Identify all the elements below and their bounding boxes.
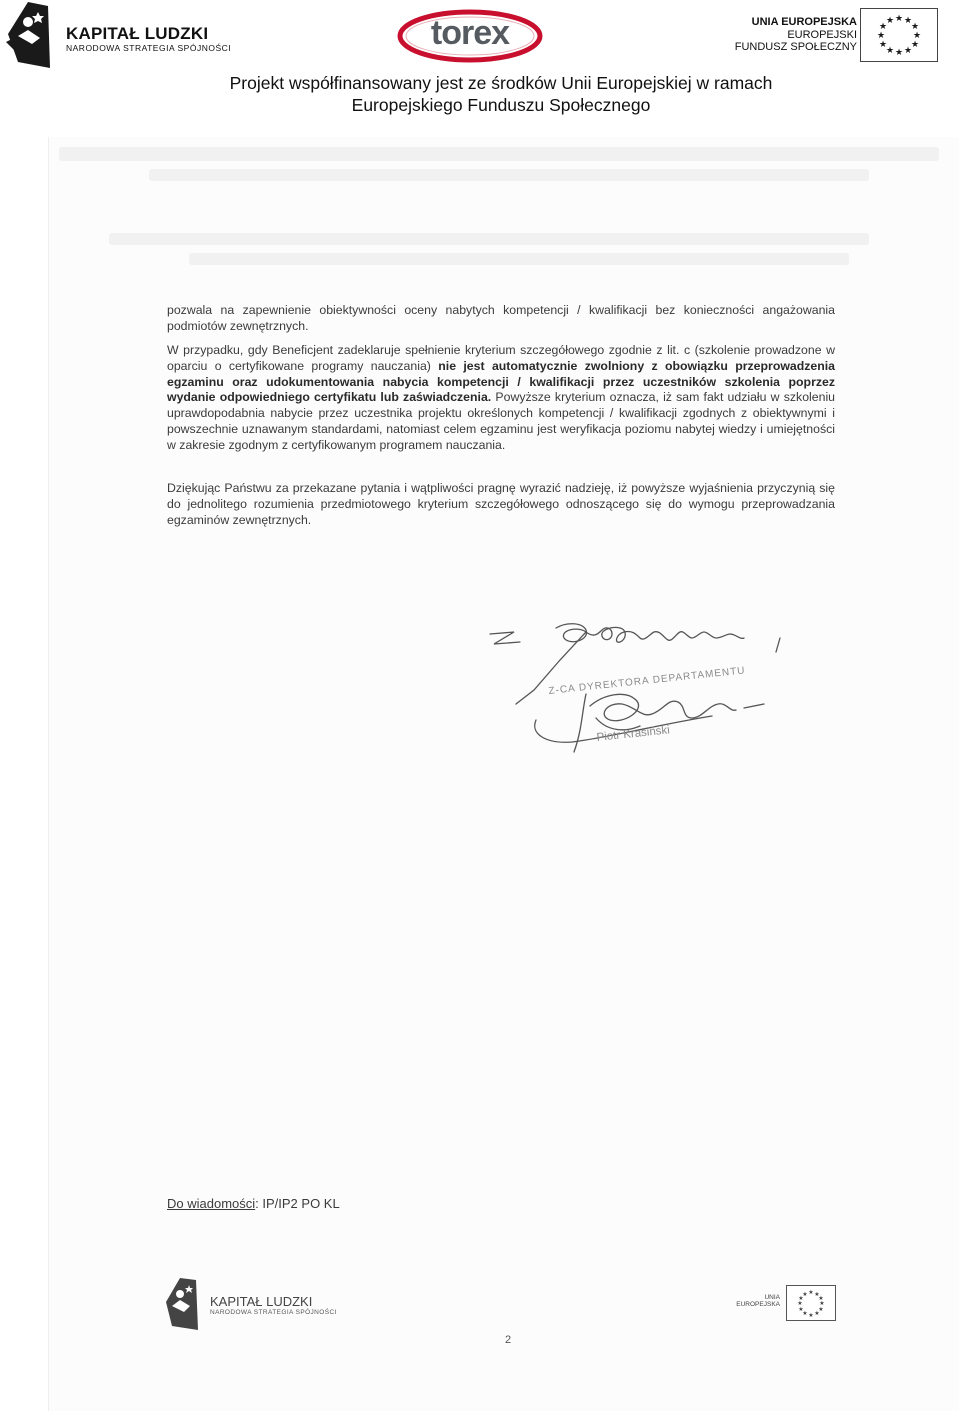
svg-text:★: ★ [878, 22, 888, 32]
letter-paragraph-2 [167, 343, 835, 454]
paragraph-text: Dziękując Państwu za przekazane pytania i wątpliwości pragnę wyrazić nadzieję, iż powyższe wyjaśnienia przyczynią się do jednolitego rozumienia przedmiotowego kryterium szczegółowego odnoszącego się do wymogu przeprowadzania egzaminów zewnętrznych. [167, 481, 835, 527]
svg-text:★: ★ [798, 1295, 804, 1302]
signature-block [486, 620, 786, 770]
paragraph-text [167, 343, 835, 454]
letter-paragraph-1 [167, 303, 835, 335]
svg-text:★: ★ [802, 1310, 808, 1317]
eu-esf-logo [735, 8, 945, 64]
svg-text:★: ★ [818, 1306, 824, 1313]
torex-logo [396, 8, 544, 64]
footer-kapital-ludzki-emblem-icon [162, 1276, 202, 1332]
svg-text:★: ★ [819, 1300, 825, 1307]
footer-eu-flag-icon [786, 1285, 836, 1321]
svg-text:★: ★ [894, 48, 904, 58]
cofinancing-line-1: Projekt współfinansowany jest ze środków Unii Europejskiej w ramach [229, 73, 773, 93]
paragraph-part: Powyższe kryterium oznacza, iż sam fakt udziału w szkoleniu uprawdopodabnia nabycie przez uczestnika projektu określonych kompetencji / kwalifikacji zgodnych z obiektywnymi i powszechnie uznawanym standardami, natomiast celem egzaminu jest weryfikacja poziomu nabytej wiedzy i umiejętności w zakresie zgodnym z certyfikowanym programem nauczania. [167, 390, 836, 452]
svg-text:★: ★ [814, 1310, 820, 1317]
eu-line-1: UNIA EUROPEJSKA [751, 16, 857, 28]
eu-line-3: FUNDUSZ SPOŁECZNY [734, 41, 857, 53]
svg-text:★: ★ [894, 14, 904, 24]
svg-text:★: ★ [808, 1312, 814, 1319]
stamp-title: Z-CA DYREKTORA DEPARTAMENTU [548, 665, 747, 697]
torex-wordmark: torex [430, 14, 510, 52]
bleed-through-line [109, 233, 869, 245]
bleed-through-line [189, 253, 849, 265]
svg-text:★: ★ [798, 1306, 804, 1313]
footer-eu-line-1: UNIA [764, 1294, 780, 1301]
cofinancing-line-2: Europejskiego Funduszu Społecznego [351, 95, 651, 115]
svg-text:★: ★ [885, 16, 895, 26]
paragraph-part: W przypadku, gdy Beneficjent zadeklaruje spełnienie kryterium szczegółowego zgodnie z lit. c (szkolenie prowadzone w oparciu o certyfikowane programy nauczania) [167, 343, 835, 373]
bleed-through-line [59, 147, 939, 161]
eu-line-2: EUROPEJSKI [787, 29, 857, 41]
svg-text:★: ★ [818, 1295, 824, 1302]
kapital-ludzki-emblem-icon [4, 0, 54, 70]
footer-kl-title: KAPITAŁ LUDZKI [210, 1294, 313, 1309]
handwritten-signature-icon [486, 620, 786, 770]
paragraph-bold-part: nie jest automatycznie zwolniony z obowiązku przeprowadzenia egzaminu oraz udokumentowania nabycia kompetencji / kwalifikacji przez uczestników szkolenia poprzez wydanie odpowiedniego certyfikatu lub zaświadczenia. [167, 358, 836, 405]
bleed-through-line [149, 169, 869, 181]
letter-paragraph-3 [167, 481, 835, 528]
footer-kapital-ludzki-logo [162, 1276, 342, 1332]
copy-to-label: Do wiadomości [167, 1196, 256, 1211]
svg-text:★: ★ [802, 1291, 808, 1298]
svg-text:★: ★ [876, 31, 886, 41]
stamp-name: Piotr Krasiński [596, 724, 671, 744]
page-number: 2 [504, 1334, 512, 1346]
kapital-ludzki-title: KAPITAŁ LUDZKI [66, 24, 209, 43]
svg-text:★: ★ [903, 46, 913, 56]
svg-text:★: ★ [814, 1291, 820, 1298]
svg-text:★: ★ [878, 40, 888, 50]
svg-text:★: ★ [912, 31, 922, 41]
footer-kl-subtitle: NARODOWA STRATEGIA SPÓJNOŚCI [210, 1309, 337, 1316]
kapital-ludzki-subtitle: NARODOWA STRATEGIA SPÓJNOŚCI [66, 43, 232, 53]
svg-text:★: ★ [808, 1289, 814, 1296]
svg-text:★: ★ [797, 1300, 803, 1307]
footer-eu-line-2: EUROPEJSKA [736, 1301, 780, 1308]
eu-flag-icon [860, 8, 938, 62]
kapital-ludzki-logo [4, 0, 234, 70]
copy-to-value: : IP/IP2 PO KL [255, 1196, 340, 1211]
footer-eu-logo [738, 1285, 838, 1321]
copy-to-line [167, 1196, 340, 1211]
svg-text:★: ★ [885, 46, 895, 56]
svg-text:★: ★ [903, 16, 913, 26]
svg-text:★: ★ [910, 22, 920, 32]
paragraph-text: pozwala na zapewnienie obiektywności oceny nabytych kompetencji / kwalifikacji bez konieczności angażowania podmiotów zewnętrznych. [167, 303, 835, 333]
svg-text:★: ★ [910, 40, 920, 50]
